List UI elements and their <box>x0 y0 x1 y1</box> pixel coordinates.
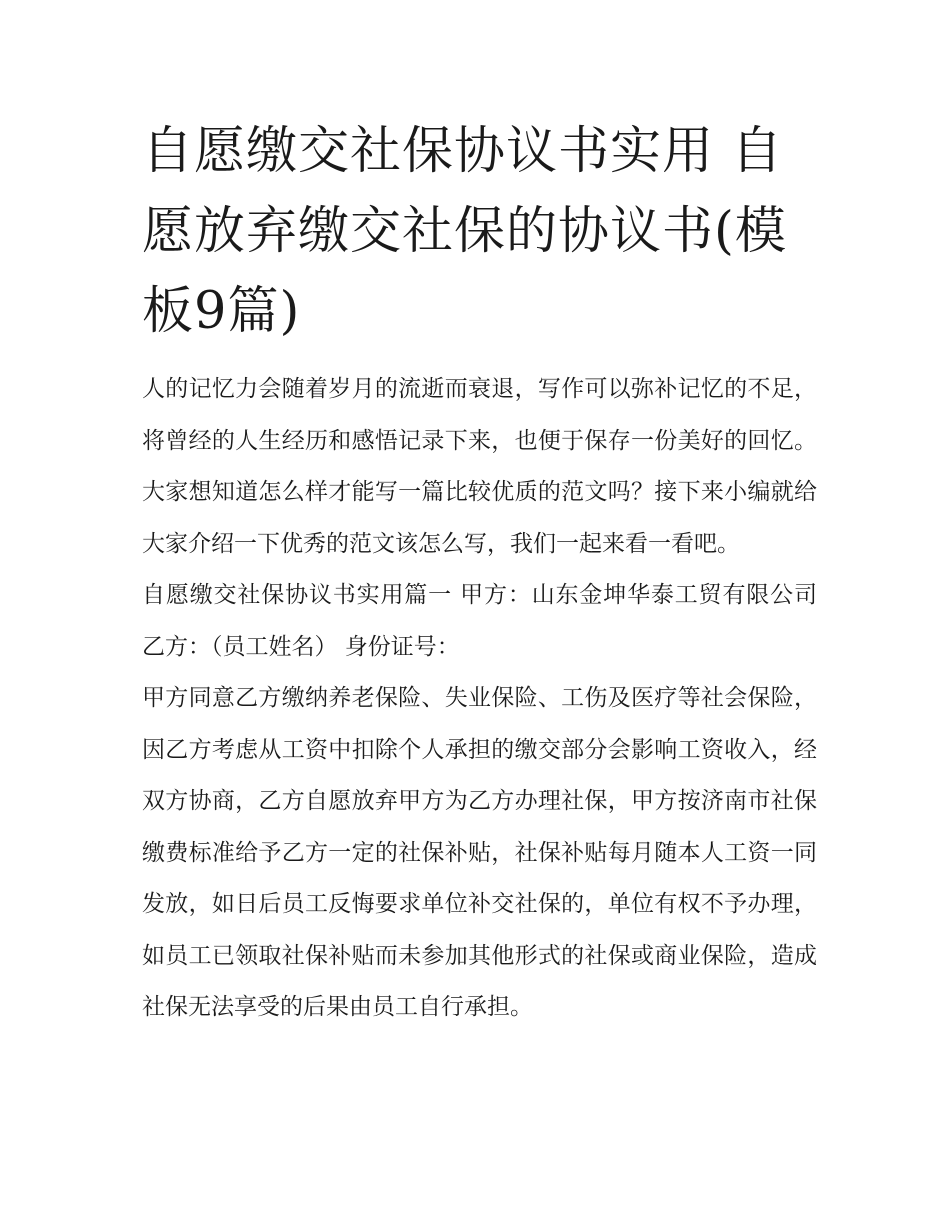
parties-paragraph: 自愿缴交社保协议书实用篇一 甲方：山东金坤华泰工贸有限公司 乙方：（员工姓名） 身份证号： <box>142 582 817 660</box>
intro-paragraph: 人的记忆力会随着岁月的流逝而衰退，写作可以弥补记忆的不足，将曾经的人生经历和感悟记录下来，也便于保存一份美好的回忆。大家想知道怎么样才能写一篇比较优质的范文吗？接下来小编就给大家介绍一下优秀的范文该怎么写，我们一起来看一看吧。 <box>142 376 817 557</box>
agreement-paragraph: 甲方同意乙方缴纳养老保险、失业保险、工伤及医疗等社会保险，因乙方考虑从工资中扣除个人承担的缴交部分会影响工资收入，经双方协商，乙方自愿放弃甲方为乙方办理社保，甲方按济南市社保缴费标准给予乙方一定的社保补贴，社保补贴每月随本人工资一同发放，如日后员工反悔要求单位补交社保的，单位有权不予办理，如员工已领取社保补贴而未参加其他形式的社保或商业保险，造成社保无法享受的后果由员工自行承担。 <box>142 685 817 1020</box>
document-page <box>142 112 817 1034</box>
document-title: 自愿缴交社保协议书实用 自愿放弃缴交社保的协议书(模板9篇) <box>142 122 787 341</box>
